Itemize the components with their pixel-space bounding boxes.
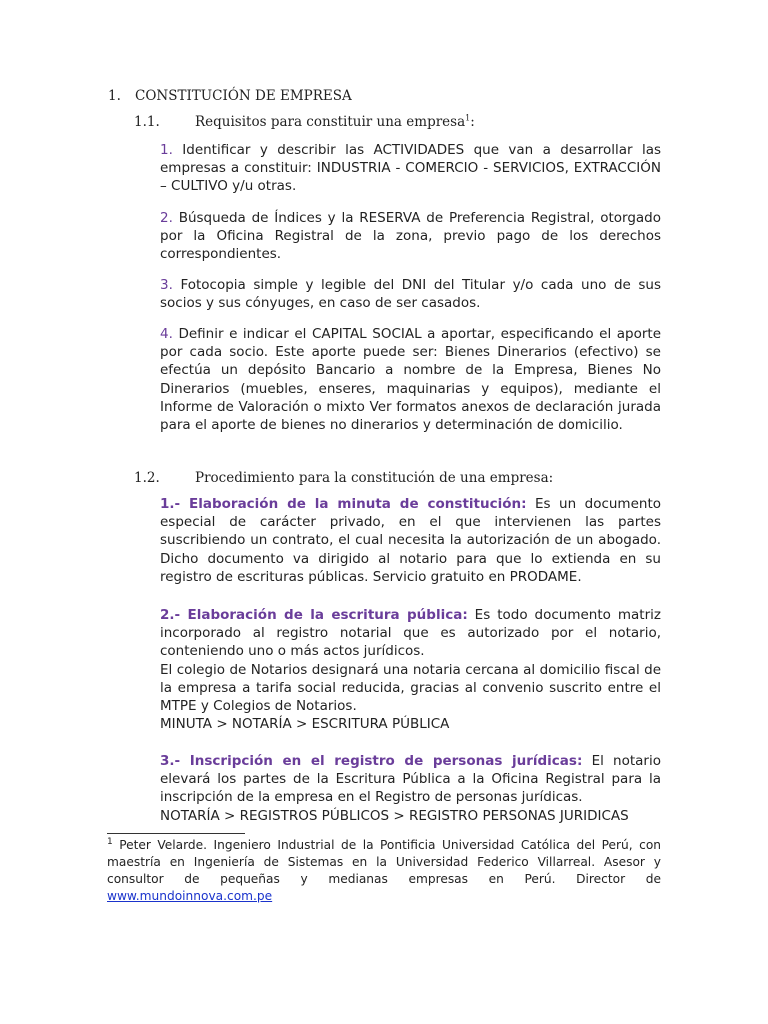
requirement-item: [160, 325, 661, 434]
section-heading: [108, 88, 352, 104]
subsection-heading-requisitos: 1.1. Requisitos para constituir una empresa$^1$:: [134, 113, 475, 130]
subsection-heading-procedimiento: [134, 470, 553, 486]
requirement-text: Identificar y describir las ACTIVIDADES que van a desarrollar las empresas a constituir: INDUSTRIA - COMERCIO - SERVICIOS, EXTRACCIÓN – CULTIVO y/u otras.: [160, 142, 661, 195]
section-title: CONSTITUCIÓN DE EMPRESA: [135, 88, 352, 104]
procedure-step-text: El colegio de Notarios designará una notaria cercana al domicilio fiscal de la empresa a tarifa social reducida, gracias al convenio suscrito entre el MTPE y Colegios de Notarios.: [160, 661, 661, 715]
requirement-number: 2.: [160, 210, 173, 226]
requirement-number: 3.: [160, 277, 173, 293]
procedure-step: [160, 752, 661, 825]
subsection-number: 1.1.: [134, 114, 160, 130]
requirement-number: 4.: [160, 326, 173, 342]
requirement-text: Fotocopia simple y legible del DNI del Titular y/o cada uno de sus socios y sus cónyuges, en caso de ser casados.: [160, 277, 661, 312]
footnote-mark: 1: [107, 836, 113, 847]
requirement-item: [160, 141, 661, 196]
requirement-item: [160, 209, 661, 264]
procedure-step-text: El notario elevará los partes de la Escritura Pública a la Oficina Registral para la inscripción de la empresa en el Registro de personas jurídicas.: [160, 753, 661, 806]
requirement-item: [160, 276, 661, 312]
footnote-separator: [107, 833, 245, 834]
procedure-step: [160, 606, 661, 733]
subsection-title: Requisitos para constituir una empresa: [195, 114, 466, 130]
footnote: [107, 837, 661, 905]
requirement-number: 1.: [160, 142, 173, 158]
procedure-step-heading: 2.- Elaboración de la escritura pública:: [160, 607, 468, 623]
footnote-reference[interactable]: 1: [465, 113, 471, 123]
subsection-number: 1.2.: [134, 470, 160, 486]
procedure-step-text: Es todo documento matriz incorporado al registro notarial que es autorizado por el notario, conteniendo uno o más actos jurídicos.: [160, 607, 661, 660]
procedure-flow: MINUTA > NOTARÍA > ESCRITURA PÚBLICA: [160, 716, 450, 733]
procedure-step-text: Es un documento especial de carácter privado, en el que intervienen las partes suscribiendo un contrato, el cual necesita la autorización de un abogado. Dicho documento va dirigido al notario para que lo extienda en su registro de escrituras públicas. Servicio gratuito en PRODAME.: [160, 496, 662, 585]
procedure-step-heading: 3.- Inscripción en el registro de personas jurídicas:: [160, 753, 583, 769]
procedure-step-heading: 1.- Elaboración de la minuta de constitución:: [160, 496, 527, 512]
footnote-text: Peter Velarde. Ingeniero Industrial de la Pontificia Universidad Católica del Perú, con maestría en Ingeniería de Sistemas en la Universidad Federico Villarreal. Asesor y consultor de pequeñas y medianas empresas en Perú. Director de: [107, 838, 661, 886]
procedure-step: [160, 495, 661, 586]
footnote-link[interactable]: www.mundoinnova.com.pe: [107, 889, 273, 903]
section-number: 1.: [108, 88, 121, 104]
requirement-text: Búsqueda de Índices y la RESERVA de Preferencia Registral, otorgado por la Oficina Registral de la zona, previo pago de los derechos correspondientes.: [160, 210, 662, 263]
procedure-flow: NOTARÍA > REGISTROS PÚBLICOS > REGISTRO PERSONAS JURIDICAS: [160, 807, 629, 824]
requirement-text: Definir e indicar el CAPITAL SOCIAL a aportar, especificando el aporte por cada socio. Este aporte puede ser: Bienes Dinerarios (efectivo) se efectúa un depósito Bancario a nombre de la Empresa, Bienes No Dinerarios (muebles, enseres, maquinarias y equipos), mediante el Informe de Valoración o mixto Ver formatos anexos de declaración jurada para el aporte de bienes no dinerarios y determinación de domicilio.: [160, 326, 661, 434]
subsection-title: Procedimiento para la constitución de una empresa:: [195, 470, 554, 486]
